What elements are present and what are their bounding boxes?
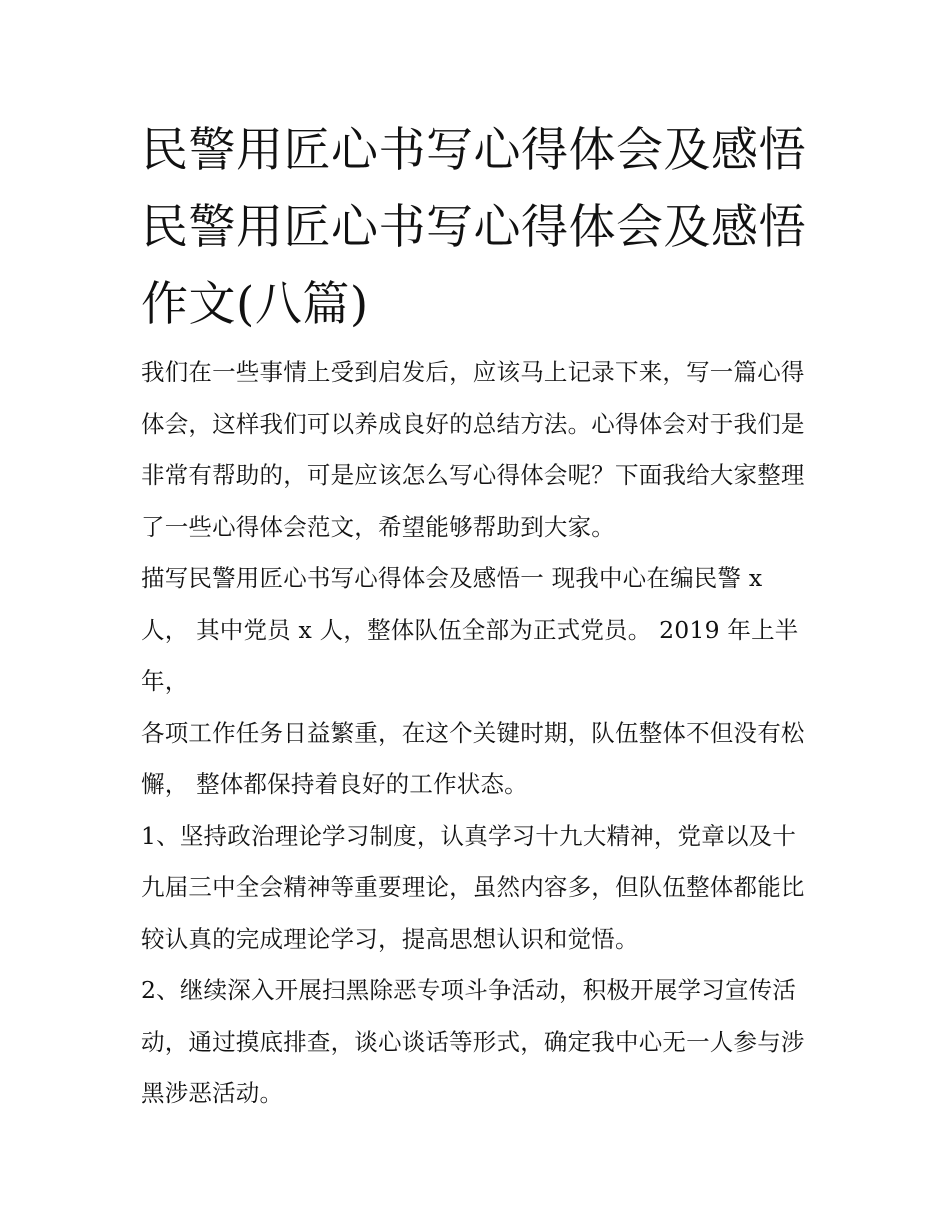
document-body <box>141 112 816 1120</box>
document-title: 民警用匠心书写心得体会及感悟 民警用匠心书写心得体会及感悟作文(八篇) <box>141 123 806 332</box>
section-one-paragraph: 描写民警用匠心书写心得体会及感悟一 现我中心在编民警 x 人， 其中党员 x 人，整体队伍全部为正式党员。 2019 年上半年， <box>141 564 799 695</box>
work-status-paragraph: 各项工作任务日益繁重，在这个关键时期，队伍整体不但没有松懈， 整体都保持着良好的工作状态。 <box>141 718 805 798</box>
intro-paragraph: 我们在一些事情上受到启发后，应该马上记录下来，写一篇心得体会，这样我们可以养成良好的总结方法。心得体会对于我们是非常有帮助的，可是应该怎么写心得体会呢？下面我给大家整理了一些心得体会范文，希望能够帮助到大家。 <box>141 358 805 541</box>
list-item-2: 2、继续深入开展扫黑除恶专项斗争活动，积极开展学习宣传活动，通过摸底排查，谈心谈话等形式，确定我中心无一人参与涉黑涉恶活动。 <box>141 976 805 1107</box>
list-item-1: 1、坚持政治理论学习制度，认真学习十九大精神，党章以及十九届三中全会精神等重要理论，虽然内容多，但队伍整体都能比较认真的完成理论学习，提高思想认识和觉悟。 <box>141 821 805 953</box>
